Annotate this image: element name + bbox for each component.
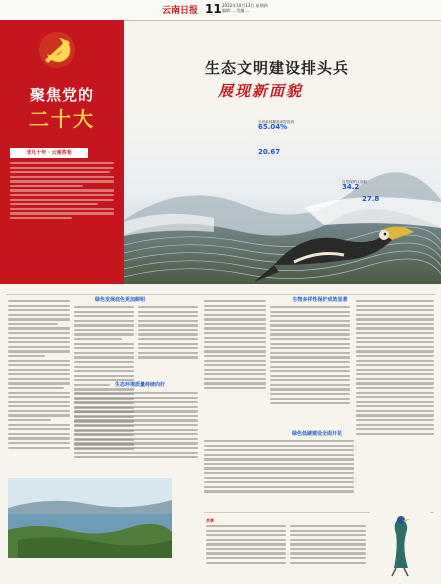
page-info-line: 2022年10月13日 星期四 <box>222 3 268 8</box>
section-heading: 绿色低碳建设全面开花 <box>291 431 342 437</box>
section-tag: 共享 <box>206 518 214 523</box>
page-number: 11 <box>205 2 222 16</box>
column-8 <box>206 525 286 566</box>
party-emblem-icon <box>37 30 77 70</box>
stat-value: 34.2 <box>342 183 360 191</box>
page-info <box>222 3 292 13</box>
column-9 <box>290 525 366 566</box>
column-4 <box>204 300 266 392</box>
column-6 <box>356 300 434 437</box>
feature-title-emphasis: 二十大 <box>29 107 95 131</box>
stat-nature-reserve <box>342 180 412 190</box>
stat-value: 20.67 <box>258 148 281 156</box>
section-heading: 生态环境质量持续向好 <box>114 382 165 388</box>
main-subheadline: 展现新面貌 <box>218 82 304 100</box>
column-7 <box>204 440 354 495</box>
masthead: 云南日报 <box>162 6 199 16</box>
stat-wetland <box>362 197 422 202</box>
column-5 <box>270 306 350 407</box>
main-headline: 生态文明建设排头兵 <box>205 59 350 77</box>
stat-value: 65.04% <box>258 123 288 131</box>
peacock-photo <box>370 508 430 578</box>
column-2b <box>74 392 198 461</box>
column-1 <box>8 300 70 451</box>
stat-forest-storage <box>258 150 328 155</box>
section-heading: 绿色发展底色更加鲜明 <box>94 297 145 303</box>
stat-label: 自然保护区面积 <box>342 180 368 184</box>
lake-photo <box>8 478 172 558</box>
feature-intro-text <box>10 162 114 222</box>
page-info-line: 编辑 ... 美编 ... <box>222 8 250 13</box>
divider <box>6 294 435 295</box>
section-heading: 生物多样性保护成效显著 <box>292 297 348 303</box>
stat-label: 全省森林覆盖率提高到 <box>258 120 294 124</box>
stat-value: 27.8 <box>362 195 380 203</box>
feature-banner: 非凡十年 · 云南答卷 <box>10 148 88 158</box>
column-3 <box>138 306 198 361</box>
feature-title: 聚焦党的 <box>29 86 94 104</box>
stat-forest-coverage <box>258 120 328 130</box>
